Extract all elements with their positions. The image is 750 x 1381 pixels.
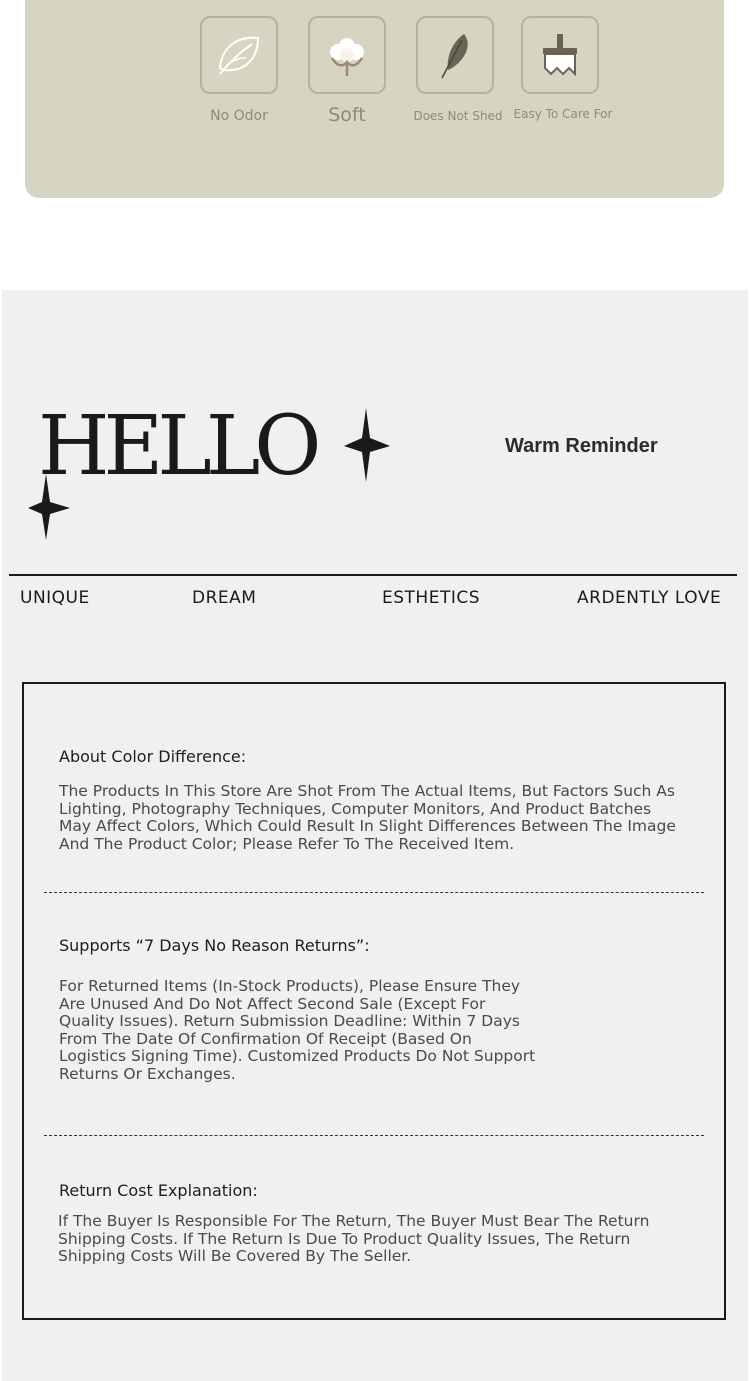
- dashed-divider: [44, 892, 704, 893]
- leaf-icon: [212, 28, 266, 82]
- feature-tile: [416, 16, 494, 94]
- feature-tile: [200, 16, 278, 94]
- section-body-returns: For Returned Items (In-Stock Products), Please Ensure They Are Unused And Do Not Affect Second Sale (Except For Quality Issues). Return Submission Deadline: Within 7 Days From The Date Of Confirmation Of Receipt (Based On Logistics Signing Time). Customized Products Do Not Support Returns Or Exchanges.: [59, 977, 536, 1083]
- hello-heading: HELLO: [38, 399, 316, 494]
- tag-ardently-love: ARDENTLY LOVE: [577, 588, 722, 608]
- feature-tile: [308, 16, 386, 94]
- divider: [9, 574, 737, 576]
- feature-soft: [307, 16, 387, 126]
- section-body-return-cost: If The Buyer Is Responsible For The Return, The Buyer Must Bear The Return Shipping Costs. If The Return Is Due To Product Quality Issues, The Return Shipping Costs Will Be Covered By The Seller.: [58, 1212, 650, 1265]
- feature-label: Does Not Shed: [413, 109, 503, 123]
- dashed-divider: [44, 1135, 704, 1136]
- notice-box: [22, 682, 726, 1320]
- tag-dream: DREAM: [192, 588, 257, 608]
- feature-label: Soft: [328, 104, 366, 126]
- tag-esthetics: ESTHETICS: [382, 588, 480, 608]
- brush-icon: [533, 28, 587, 82]
- feature-tile: [521, 16, 599, 94]
- feather-icon: [428, 28, 482, 82]
- section-title-color-difference: About Color Difference:: [59, 747, 247, 766]
- feature-label: No Odor: [210, 108, 268, 124]
- feature-label: Easy To Care For: [513, 107, 613, 121]
- warm-reminder-title: Warm Reminder: [505, 435, 658, 457]
- feature-easy-care: [513, 16, 613, 121]
- feature-no-odor: [199, 16, 279, 124]
- section-body-color-difference: The Products In This Store Are Shot From The Actual Items, But Factors Such As Lighting, Photography Techniques, Computer Monitors, And Product Batches May Affect Colors, Which Could Result In Slight Differences Between The Image And The Product Color; Please Refer To The Received Item.: [59, 782, 676, 853]
- feature-does-not-shed: [413, 16, 503, 123]
- sparkle-icon: [344, 408, 390, 482]
- features-panel: [25, 0, 724, 198]
- section-title-return-cost: Return Cost Explanation:: [59, 1181, 258, 1200]
- tag-unique: UNIQUE: [20, 588, 90, 608]
- cotton-icon: [320, 28, 374, 82]
- reminder-paper: [2, 290, 748, 1381]
- section-title-returns: Supports “7 Days No Reason Returns”:: [59, 936, 370, 955]
